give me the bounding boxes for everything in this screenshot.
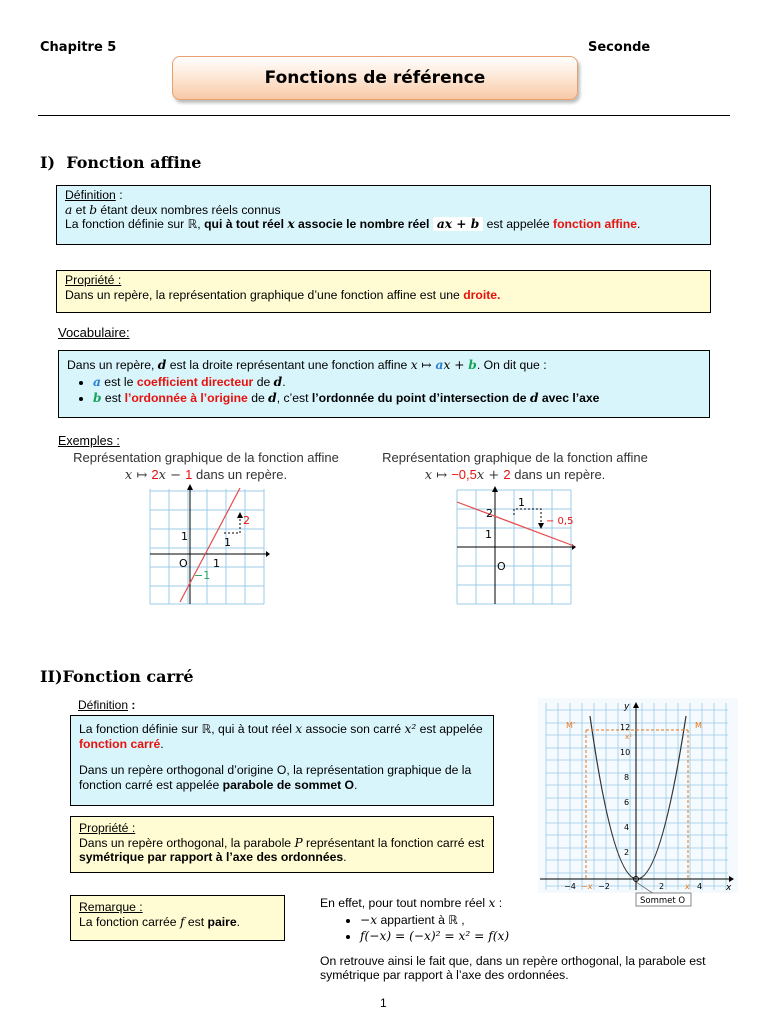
def-bold: associe le nombre réel — [294, 217, 433, 231]
tick-x2: x² — [625, 733, 632, 741]
grid — [150, 489, 264, 604]
caption-const: 2 — [503, 467, 511, 482]
var-a: a — [65, 202, 73, 217]
example-1-caption — [66, 449, 346, 484]
tick-xm2: −2 — [598, 882, 610, 891]
vocabulary-label: Vocabulaire: — [58, 325, 130, 340]
var-d: d — [157, 358, 167, 372]
y-arrow — [492, 486, 498, 492]
point-M-prime: M’ — [566, 721, 576, 730]
def-bold: qui à tout réel — [204, 217, 288, 231]
vocab-text: de — [253, 374, 274, 389]
tick-y2: 2 — [624, 848, 630, 857]
vocab-text: est le — [100, 374, 137, 389]
g2-one-y: 1 — [485, 528, 492, 541]
property-text: Dans un repère, la représentation graphique d’une fonction affine est une — [65, 287, 464, 302]
vocab-text: est la droite représentant une fonction affine — [166, 358, 411, 372]
square-property-box: Propriété : Dans un repère orthogonal, la parabole P représentant la fonction carré est symétrique par rapport à l’axe des ordonnées. — [70, 816, 494, 873]
sommet-label: Sommet O — [640, 896, 686, 906]
remark-label: Remarque : — [79, 900, 143, 914]
symmetry-term: symétrique par rapport à l’axe des ordonnées — [79, 850, 344, 864]
section-1-number: I) — [40, 153, 56, 172]
caption-expr: x + — [476, 468, 504, 483]
conclusion-text: On retrouve ainsi le fait que, dans un repère orthogonal, la parabole est symétrique par rapport à l’axe des ordonnées. — [320, 953, 706, 982]
proof-item-2 — [360, 929, 730, 944]
tick-xmx: −x — [581, 882, 593, 891]
y-arrow — [187, 484, 193, 490]
def-text: associe son carré — [302, 722, 405, 736]
affine-definition-box — [56, 185, 711, 245]
prop-text: représentant la fonction carré est — [302, 835, 485, 850]
def-text: et — [72, 202, 90, 217]
caption-expr: x ↦ — [424, 468, 452, 483]
var-d: d — [273, 374, 283, 389]
caption-line: Représentation graphique de la fonction affine — [382, 450, 648, 465]
definition-colon: : — [115, 188, 123, 202]
tick-y10: 10 — [620, 748, 631, 757]
period: . — [160, 736, 164, 751]
g2-origin: O — [497, 560, 506, 573]
section-2-title: Fonction carré — [62, 667, 194, 686]
definition-colon: : — [128, 698, 136, 712]
chapter-label: Chapitre 5 — [40, 40, 117, 55]
g2-two: 2 — [486, 507, 493, 520]
def-text: Dans un repère orthogonal d’origine O, la représentation graphique de la fonction carré est appelée — [79, 763, 472, 792]
line-2x-1 — [180, 488, 240, 602]
vocab-item-a: • a est le coefficient directeur de d. — [93, 375, 701, 390]
map-expr: x ↦ — [410, 358, 436, 372]
remark-box: Remarque : La fonction carrée f est paire. — [70, 895, 285, 941]
var-b-green: b — [468, 358, 477, 372]
var-b: b — [89, 202, 98, 217]
definition-label: Définition — [65, 188, 116, 202]
example-2-caption — [380, 449, 650, 484]
tick-x4: 4 — [697, 882, 703, 891]
remark-text: est — [184, 914, 208, 929]
paire-term: paire — [207, 914, 237, 929]
example-2-graph — [452, 486, 578, 606]
property-label: Propriété : — [79, 821, 136, 835]
tick-y4: 4 — [624, 823, 630, 832]
g1-one-y: 1 — [181, 530, 188, 543]
var-negx: −x — [360, 912, 378, 927]
ordonnee-term: l’ordonnée à l’origine — [124, 391, 248, 405]
square-def-label-row — [78, 698, 135, 713]
var-P: P — [294, 835, 303, 850]
def-text: étant deux nombres réels connus — [97, 202, 281, 217]
section-2-number: II) — [40, 667, 63, 686]
def-text: est appelée — [483, 217, 554, 231]
vocab-text: Dans un repère, — [67, 358, 158, 372]
vocab-text: , c’est — [276, 391, 312, 405]
property-droite: droite. — [463, 287, 501, 302]
caption-line: dans un repère. — [510, 467, 606, 482]
definition-label: Définition — [78, 698, 129, 712]
var-a-blue: a — [435, 358, 444, 372]
g1-dx: 1 — [224, 536, 231, 549]
tick-x2-num: 2 — [659, 882, 665, 891]
var-a-blue: a — [93, 374, 101, 389]
square-term: fonction carré — [79, 736, 161, 751]
vocab-text: de — [247, 391, 269, 405]
prop-text: Dans un repère orthogonal, la parabole — [79, 835, 295, 850]
proof-text: appartient à ℝ , — [377, 912, 465, 927]
proof-text: En effet, pour tout nombre réel — [320, 896, 489, 910]
period: . — [636, 217, 641, 231]
g2-dx: 1 — [518, 496, 525, 509]
level-label: Seconde — [588, 40, 651, 55]
slope-triangle — [514, 509, 541, 526]
tick-y6: 6 — [624, 798, 630, 807]
page-number: 1 — [380, 996, 387, 1010]
caption-line: Représentation graphique de la fonction affine — [73, 450, 339, 465]
g1-origin: O — [179, 557, 188, 570]
affine-expression: ax + b — [433, 217, 483, 231]
tick-xx: x — [685, 882, 690, 891]
header-divider — [38, 115, 730, 116]
caption-expr: x ↦ — [124, 468, 152, 483]
vocab-bold: avec l’axe — [538, 391, 600, 405]
example-1-graph — [148, 484, 270, 606]
var-f: f — [179, 914, 185, 929]
proof-block: En effet, pour tout nombre réel x : • −x appartient à ℝ , • f(−x) = (−x)² = x² = f(x) On retrouve ainsi le fait que, dans un repère orthogonal, la parabole est symétrique par rapport à l’axe des ordonnées. — [320, 896, 730, 983]
remark-text: La fonction carrée — [79, 914, 180, 929]
tick-y12: 12 — [620, 723, 631, 732]
vocab-bold: l’ordonnée du point d’intersection de — [311, 391, 530, 405]
caption-const: 1 — [185, 467, 193, 482]
vocabulary-box — [58, 350, 710, 418]
var-d: d — [529, 391, 539, 405]
vocab-item-b — [93, 391, 701, 406]
g2-dy: − 0,5 — [546, 516, 574, 527]
examples-label: Exemples : — [58, 434, 120, 448]
affine-term: fonction affine — [553, 217, 637, 231]
tick-y8: 8 — [624, 773, 630, 782]
x-arrow — [266, 551, 270, 557]
def-text: est appelée — [416, 722, 483, 736]
y-label: y — [624, 702, 630, 712]
proof-item-1 — [360, 913, 730, 928]
vocab-text: . On dit que : — [476, 358, 547, 372]
property-label: Propriété : — [65, 273, 122, 287]
g1-neg1: −1 — [194, 569, 211, 582]
section-2-heading — [40, 667, 194, 686]
caption-coef: −0,5 — [451, 467, 477, 482]
section-1-heading — [40, 153, 201, 172]
x-label: x — [726, 883, 732, 893]
var-x2: x² — [404, 722, 417, 736]
tick-xm4: −4 — [564, 882, 576, 891]
square-definition-box: La fonction définie sur ℝ, qui à tout réel x associe son carré x² est appelée fonction carré. Dans un repère orthogonal d’origine O, la représentation graphique de la fonction carré est appelée parabole de sommet O. — [70, 715, 494, 806]
g1-one-x: 1 — [213, 557, 220, 570]
g1-two: 2 — [243, 514, 250, 527]
caption-expr: x − — [158, 468, 186, 483]
caption-line: dans un repère. — [192, 467, 288, 482]
def-text: La fonction définie sur ℝ, qui à tout réel — [79, 722, 296, 736]
coefficient-term: coefficient directeur — [136, 374, 254, 389]
caption-coef: 2 — [151, 467, 159, 482]
map-expr: x + — [443, 358, 469, 372]
var-b-green: b — [93, 391, 102, 405]
section-1-title: Fonction affine — [66, 153, 202, 172]
var-d: d — [268, 391, 277, 405]
var-x: x — [488, 896, 496, 910]
parabola-term: parabole de sommet O — [222, 777, 355, 792]
point-M: M — [695, 721, 702, 730]
parabola-graph — [538, 698, 738, 908]
var-x: x — [287, 217, 295, 231]
var-x: x — [295, 722, 303, 736]
vocab-text: est — [101, 391, 125, 405]
page-title: Fonctions de référence — [172, 56, 578, 100]
def-text: La fonction définie sur ℝ, — [65, 217, 205, 231]
proof-formula: f(−x) = (−x)² = x² = f(x) — [360, 929, 510, 943]
affine-property-box — [56, 270, 711, 313]
